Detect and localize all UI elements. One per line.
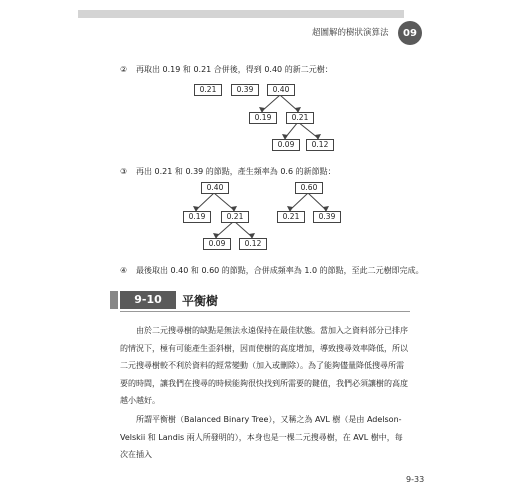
section-number-badge: 9-10 [120, 291, 176, 309]
tree-node: 0.19 [249, 112, 277, 124]
tree-node: 0.12 [306, 139, 334, 151]
step-3-number: ③ [120, 167, 128, 176]
step-4 [120, 265, 424, 276]
body-paragraph: 所謂平衡樹（Balanced Binary Tree），又稱之為 AVL 樹（是由 Adelson-Velskii 和 Landis 兩人所發明的），本身也是一棵二元搜尋樹，在 AVL 樹中，每次在插入 [120, 415, 403, 459]
section-divider [120, 311, 410, 312]
tree-node: 0.21 [277, 211, 305, 223]
edge-step3a-right-left [216, 221, 234, 237]
tree-node: 0.12 [239, 238, 267, 250]
running-header-title: 超圖解的樹狀演算法 [312, 28, 389, 38]
tree-node: 0.09 [272, 139, 300, 151]
section-title: 平衡樹 [182, 294, 219, 308]
tree-node: 0.21 [194, 84, 222, 96]
chapter-badge: 09 [398, 21, 422, 45]
tree-node: 0.21 [286, 112, 314, 124]
step-4-text: 最後取出 0.40 和 0.60 的節點，合併成頻率為 1.0 的節點，至此二元樹即完成。 [136, 266, 424, 275]
edge-step2-root-right [280, 95, 298, 111]
edge-step2-root-left [262, 95, 280, 111]
edge-step3a-right-right [234, 221, 252, 237]
tree-node-root: 0.60 [295, 182, 323, 194]
step-2-number: ② [120, 65, 128, 74]
tree-node-root: 0.40 [201, 182, 229, 194]
step-2-text: 再取出 0.19 和 0.21 合併後，得到 0.40 的新二元樹： [136, 65, 333, 74]
step-3-text: 再出 0.21 和 0.39 的節點，產生頻率為 0.6 的新節點： [136, 167, 336, 176]
page-number: 9-33 [406, 475, 425, 484]
edge-step2-right-right [298, 122, 318, 138]
tree-node: 0.39 [313, 211, 341, 223]
tree-node-root: 0.40 [267, 84, 295, 96]
step-4-number: ④ [120, 266, 128, 275]
tree-node: 0.09 [203, 238, 231, 250]
tree-node: 0.39 [231, 84, 259, 96]
tree-node: 0.21 [221, 211, 249, 223]
body-paragraph: 由於二元搜尋樹的缺點是無法永遠保持在最佳狀態。當加入之資料部分已排序的情況下，極有可能產生歪斜樹，因而使樹的高度增加，導致搜尋效率降低，所以二元搜尋樹較不利於資料的經常變動（加入或刪除）。為了能夠儘量降低搜尋所需要的時間，讓我們在搜尋的時候能夠很快找到所需要的鍵值，我們必須讓樹的高度越小越好。 [120, 326, 408, 405]
tree-node: 0.19 [183, 211, 211, 223]
edge-step3a-root-right [214, 193, 234, 210]
step-3 [120, 166, 336, 177]
